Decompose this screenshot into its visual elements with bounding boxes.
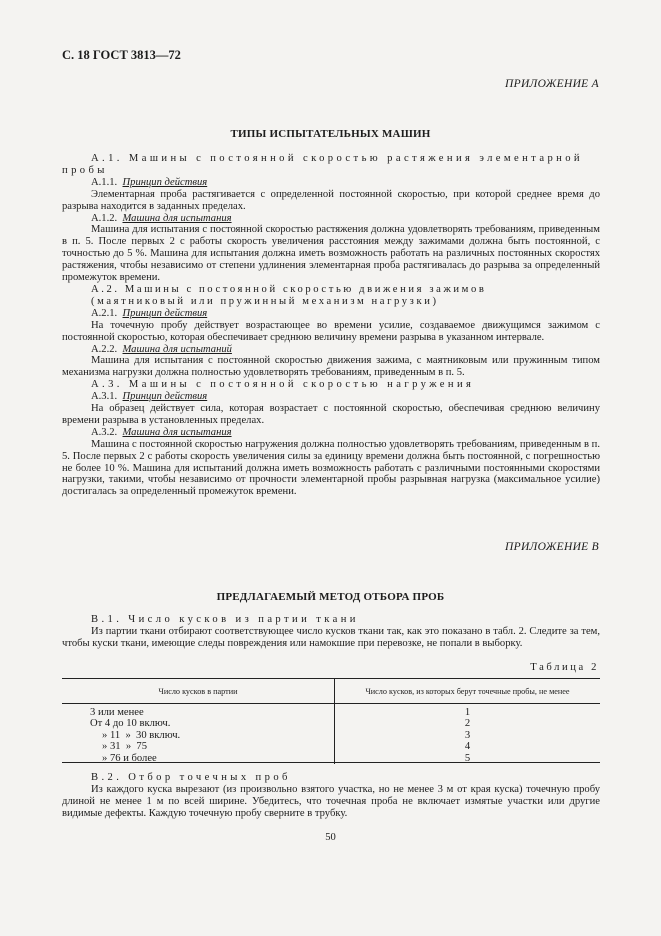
section-a12-text: Машина для испытания с постоянной скоростью растяжения должна удовлетворять требованиям, приведенным в п. 5. После первых 2 с работы скорость увеличения расстояния между зажимами должна быть постоянной, с точностью до 5 %. Машина для испытания должна иметь возможность работать на различных постоянных скоростях растяжения, чтобы независимо от степени удлинения элементарная проба растягивалась до разрыва за определенный промежуток времени. — [62, 224, 600, 284]
appendix-b-intro — [62, 614, 600, 650]
section-b1-text: Из партии ткани отбирают соответствующее число кусков ткани так, как это показано в табл. 2. Следите за тем, чтобы куски ткани, имеющие следы повреждения или намокшие при перевозке, не попали в выборку. — [62, 625, 600, 649]
section-a31-text: На образец действует сила, которая возрастает с постоянной скоростью, обеспечивая среднюю величину времени разрыва в установленных пределах. — [62, 403, 600, 426]
section-a32-heading: А.3.2. Машина для испытания — [91, 426, 232, 438]
section-a22-text: Машина для испытания с постоянной скоростью движения зажима, с маятниковым или пружинным типом механизма нагрузки должна полностью удовлетворять требованиям, приведенным в п. 5. — [62, 355, 600, 379]
section-a3-heading: А.3. Машины с постоянной скоростью нагружения — [91, 379, 475, 391]
table-header-lot-pieces: Число кусков в партии — [62, 679, 335, 704]
section-a2-heading: А.2. Машины с постоянной скоростью движения зажимов — [91, 283, 487, 295]
table-row — [62, 741, 600, 752]
table-row — [62, 730, 600, 741]
section-a32-text: Машина с постоянной скоростью нагружения должна полностью удовлетворять требованиям, приведенным в п. 5. После первых 2 с работы скорость увеличения силы за единицу времени должна быть постоянной, с погрешностью не более 10 %. Машина для испытаний должна иметь возможность работать с различными постоянными скоростями нагрузки, такими, чтобы независимо от прочности элементарной пробы разрывная нагрузка (максимальное усилие) достигалась за определенный промежуток времени. — [62, 438, 600, 498]
table-cell: » 76 и более — [62, 753, 335, 764]
table-cell: 5 — [464, 752, 471, 764]
section-b1-heading: В.1. Число кусков из партии ткани — [91, 614, 359, 625]
appendix-a-label: ПРИЛОЖЕНИЕ А — [505, 78, 599, 90]
section-a1-heading: А.1. Машины с постоянной скоростью растяжения элементарной пробы — [62, 153, 583, 176]
table-cell: 4 — [464, 741, 471, 753]
section-a2-subheading: (маятниковый или пружинный механизм нагрузки) — [91, 295, 439, 307]
table-cell: От 4 до 10 включ. — [62, 718, 335, 729]
table-cell: 1 — [464, 707, 471, 718]
section-b2-heading: В.2. Отбор точечных проб — [91, 772, 291, 783]
appendix-a-title: ТИПЫ ИСПЫТАТЕЛЬНЫХ МАШИН — [230, 128, 431, 140]
section-b2-text: Из каждого куска вырезают (из произвольно взятого участка, но не менее 3 м от края куска) точечную пробу длиной не менее 1 м по всей ширине. Убедитесь, что точечная проба не включает измятые участки или другие видимые дефекты. Каждую точечную пробу сверните в трубку. — [62, 783, 600, 819]
table-row — [62, 704, 600, 719]
appendix-b-section2 — [62, 772, 600, 820]
appendix-b-label: ПРИЛОЖЕНИЕ В — [505, 541, 599, 553]
appendix-b-title: ПРЕДЛАГАЕМЫЙ МЕТОД ОТБОРА ПРОБ — [216, 591, 445, 603]
table-caption: Таблица 2 — [530, 662, 599, 673]
document-header: С. 18 ГОСТ 3813—72 — [62, 48, 181, 62]
table-cell: » 31 » 75 — [62, 741, 335, 752]
section-a12-heading: А.1.2. Машина для испытания — [91, 212, 232, 224]
page-number: 50 — [325, 832, 336, 843]
appendix-a-body — [62, 153, 600, 498]
table-header-sample-pieces: Число кусков, из которых берут точечные пробы, не менее — [335, 679, 601, 704]
section-a31-heading: А.3.1. Принцип действия — [91, 391, 208, 403]
sampling-table — [62, 678, 600, 764]
section-a11-heading: А.1.1. Принцип действия — [91, 176, 208, 188]
section-a11-text: Элементарная проба растягивается с определенной постоянной скоростью, при которой среднее время до разрыва находится в заданных пределах. — [62, 188, 600, 212]
table-cell: 3 или менее — [62, 704, 335, 719]
table-cell: » 11 » 30 включ. — [62, 730, 335, 741]
table-cell: 3 — [464, 729, 471, 741]
section-a22-heading: А.2.2. Машина для испытаний — [91, 343, 232, 355]
section-a21-heading: А.2.1. Принцип действия — [91, 307, 208, 319]
section-a21-text: На точечную пробу действует возрастающее во времени усилие, создаваемое движущимся зажимом с постоянной скоростью, которая обеспечивает среднюю величину времени разрыва в указанном интервале. — [62, 319, 600, 343]
table-bottom-rule — [62, 762, 600, 763]
table-row — [62, 718, 600, 729]
table-cell: 2 — [464, 718, 471, 730]
